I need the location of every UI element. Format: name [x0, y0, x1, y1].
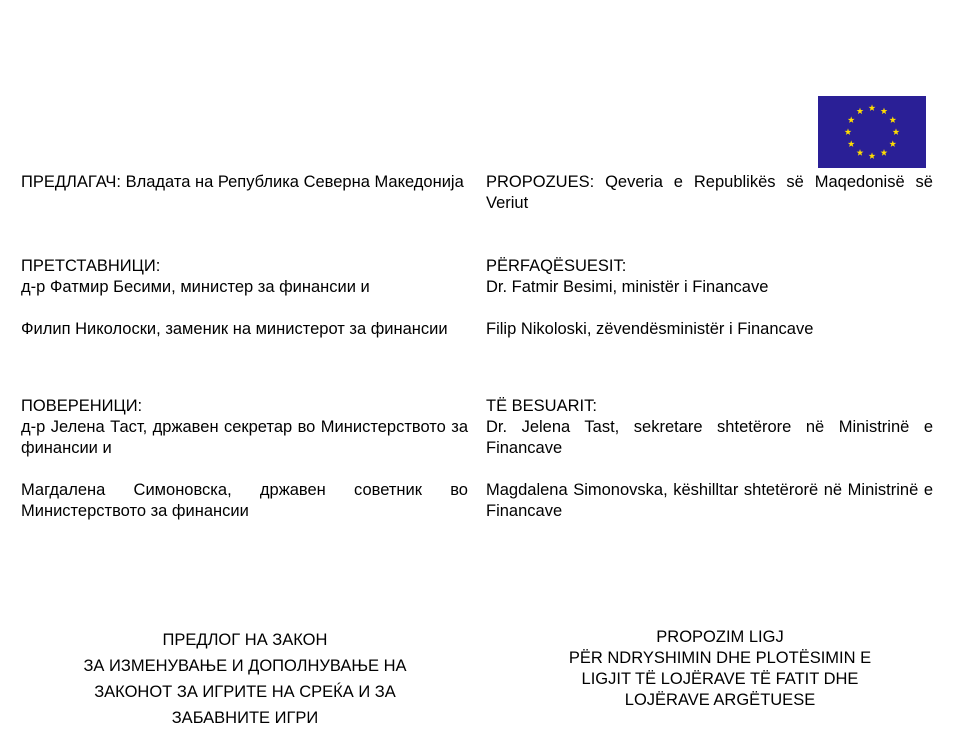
commissioner-1-sq: Dr. Jelena Tast, sekretare shtetërore në Ministrinë e Financave — [486, 418, 933, 457]
law-title-mk — [40, 627, 450, 731]
law-title-line: LOJËRAVE ARGËTUESE — [624, 691, 816, 709]
representative-1-mk: д-р Фатмир Бесими, министер за финансии и — [21, 278, 370, 296]
law-title-line: LIGJIT TË LOJËRAVE TË FATIT DHE — [581, 670, 859, 688]
commissioners-heading-mk: ПОВЕРЕНИЦИ: — [21, 397, 143, 415]
representative-2-sq: Filip Nikoloski, zëvendësministër i Financave — [486, 320, 814, 338]
representatives-heading-mk: ПРЕТСТАВНИЦИ: — [21, 257, 161, 275]
commissioner-1-mk: д-р Јелена Таст, државен секретар во Министерството за финансии и — [21, 418, 468, 457]
proposer-mk: ПРЕДЛАГАЧ: Владата на Република Северна Македонија — [21, 173, 464, 191]
commissioners-heading-sq: TË BESUARIT: — [486, 397, 597, 415]
law-title-line: ЗАКОНОТ ЗА ИГРИТЕ НА СРЕЌА И ЗА — [94, 683, 396, 701]
commissioner-2-sq: Magdalena Simonovska, këshilltar shtetërorë në Ministrinë e Financave — [486, 481, 933, 520]
law-title-line: ЗА ИЗМЕНУВАЊЕ И ДОПОЛНУВАЊЕ НА — [83, 657, 407, 675]
law-title-sq — [520, 627, 920, 711]
law-title-line: PËR NDRYSHIMIN DHE PLOTËSIMIN E — [568, 649, 872, 667]
commissioner-2-mk: Магдалена Симоновска, државен советник во Министерството за финансии — [21, 481, 468, 520]
representative-2-mk: Филип Николоски, заменик на министерот за финансии — [21, 320, 448, 338]
law-title-line: ЗАБАВНИТЕ ИГРИ — [171, 709, 319, 727]
law-title-line: ПРЕДЛОГ НА ЗАКОН — [162, 631, 328, 649]
proposer-sq: PROPOZUES: Qeveria e Republikës së Maqedonisë së Veriut — [486, 173, 933, 212]
representative-1-sq: Dr. Fatmir Besimi, ministër i Financave — [486, 278, 769, 296]
eu-flag-icon — [818, 96, 926, 168]
representatives-heading-sq: PËRFAQËSUESIT: — [486, 257, 627, 275]
law-title-line: PROPOZIM LIGJ — [656, 628, 784, 646]
